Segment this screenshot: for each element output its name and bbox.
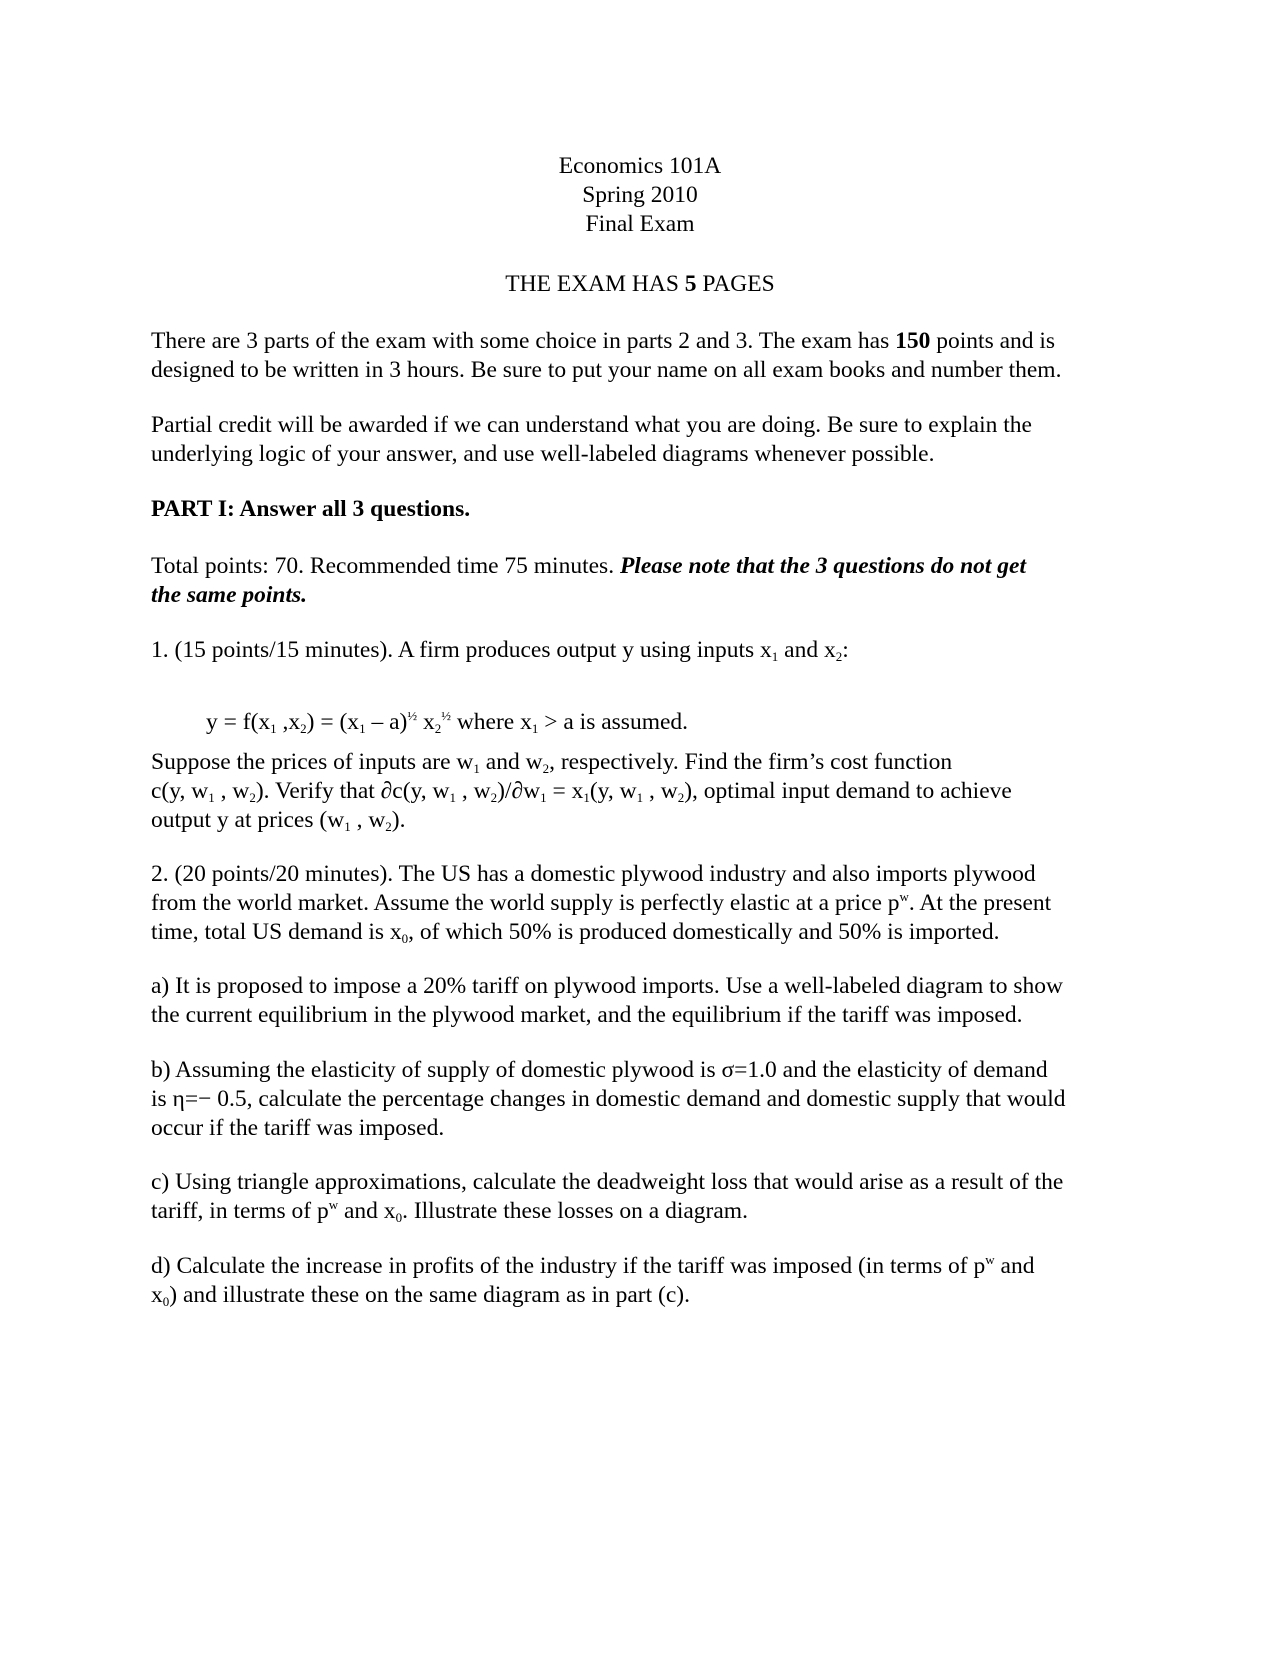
exam-page-count: THE EXAM HAS 5 PAGES bbox=[505, 271, 775, 297]
partial-credit-paragraph: Partial credit will be awarded if we can understand what you are doing. Be sure to explain the underlying logic of your answer, and use well-labeled diagrams whenever possible. bbox=[151, 412, 1032, 467]
question-2-intro: 2. (20 points/20 minutes). The US has a domestic plywood industry and also imports plywood from the world market. Assume the world supply is perfectly elastic at a price $p^w$. At the present time, total US demand is $x_0$, of which 50% is produced domestically and 50% is imported. bbox=[151, 861, 1052, 946]
question-1-intro: 1. (15 points/15 minutes). A firm produces output y using inputs $x_1$ and $x_2$: bbox=[151, 637, 849, 664]
question-2d: d) Calculate the increase in profits of the industry if the tariff was imposed (in terms of $p^w$ and $x_0$) and illustrate these on the same diagram as in part (c). bbox=[151, 1252, 1035, 1309]
question-2b: b) Assuming the elasticity of supply of domestic plywood is σ=1.0 and the elasticity of demand is η=− 0.5, calculate the percentage changes in domestic demand and domestic supply that would occur if the tariff was imposed. bbox=[151, 1057, 1066, 1141]
question-2a: a) It is proposed to impose a 20% tariff on plywood imports. Use a well-labeled diagram to show the current equilibrium in the plywood market, and the equilibrium if the tariff was imposed. bbox=[151, 973, 1063, 1028]
course-title: Economics 101A bbox=[558, 153, 722, 179]
instructions-paragraph: There are 3 parts of the exam with some choice in parts 2 and 3. The exam has 150 points and is designed to be written in 3 hours. Be sure to put your name on all exam books and number them. bbox=[151, 328, 1062, 383]
part1-total-points: Total points: 70. Recommended time 75 minutes. Please note that the 3 questions do not get the same points. bbox=[151, 553, 1027, 608]
part1-heading: PART I: Answer all 3 questions. bbox=[151, 496, 471, 522]
question-1-body: Suppose the prices of inputs are $w_1$ and $w_2$, respectively. Find the firm’s cost function c(y, $w_1$ , $w_2$). Verify that ∂c(y, $w_1$ , $w_2)/\partial w_1 = x_1(y$, $w_1$ , $w_2$), optimal input demand to achieve output y at prices ($w_1$ , $w_2$). bbox=[151, 749, 1012, 834]
exam-term: Spring 2010 bbox=[582, 182, 698, 208]
exam-name: Final Exam bbox=[585, 211, 695, 237]
exam-header bbox=[0, 152, 1280, 239]
question-2c: c) Using triangle approximations, calculate the deadweight loss that would arise as a result of the tariff, in terms of $p^w$ and $x_0$. Illustrate these losses on a diagram. bbox=[151, 1169, 1064, 1225]
production-function-formula: $y = f(x_1$ $,x_2) = (x_1 - a)^{\frac{1}{2}}$ $x_2^{\frac{1}{2}}$ where $x_1 > a$ is assumed. bbox=[206, 708, 689, 736]
